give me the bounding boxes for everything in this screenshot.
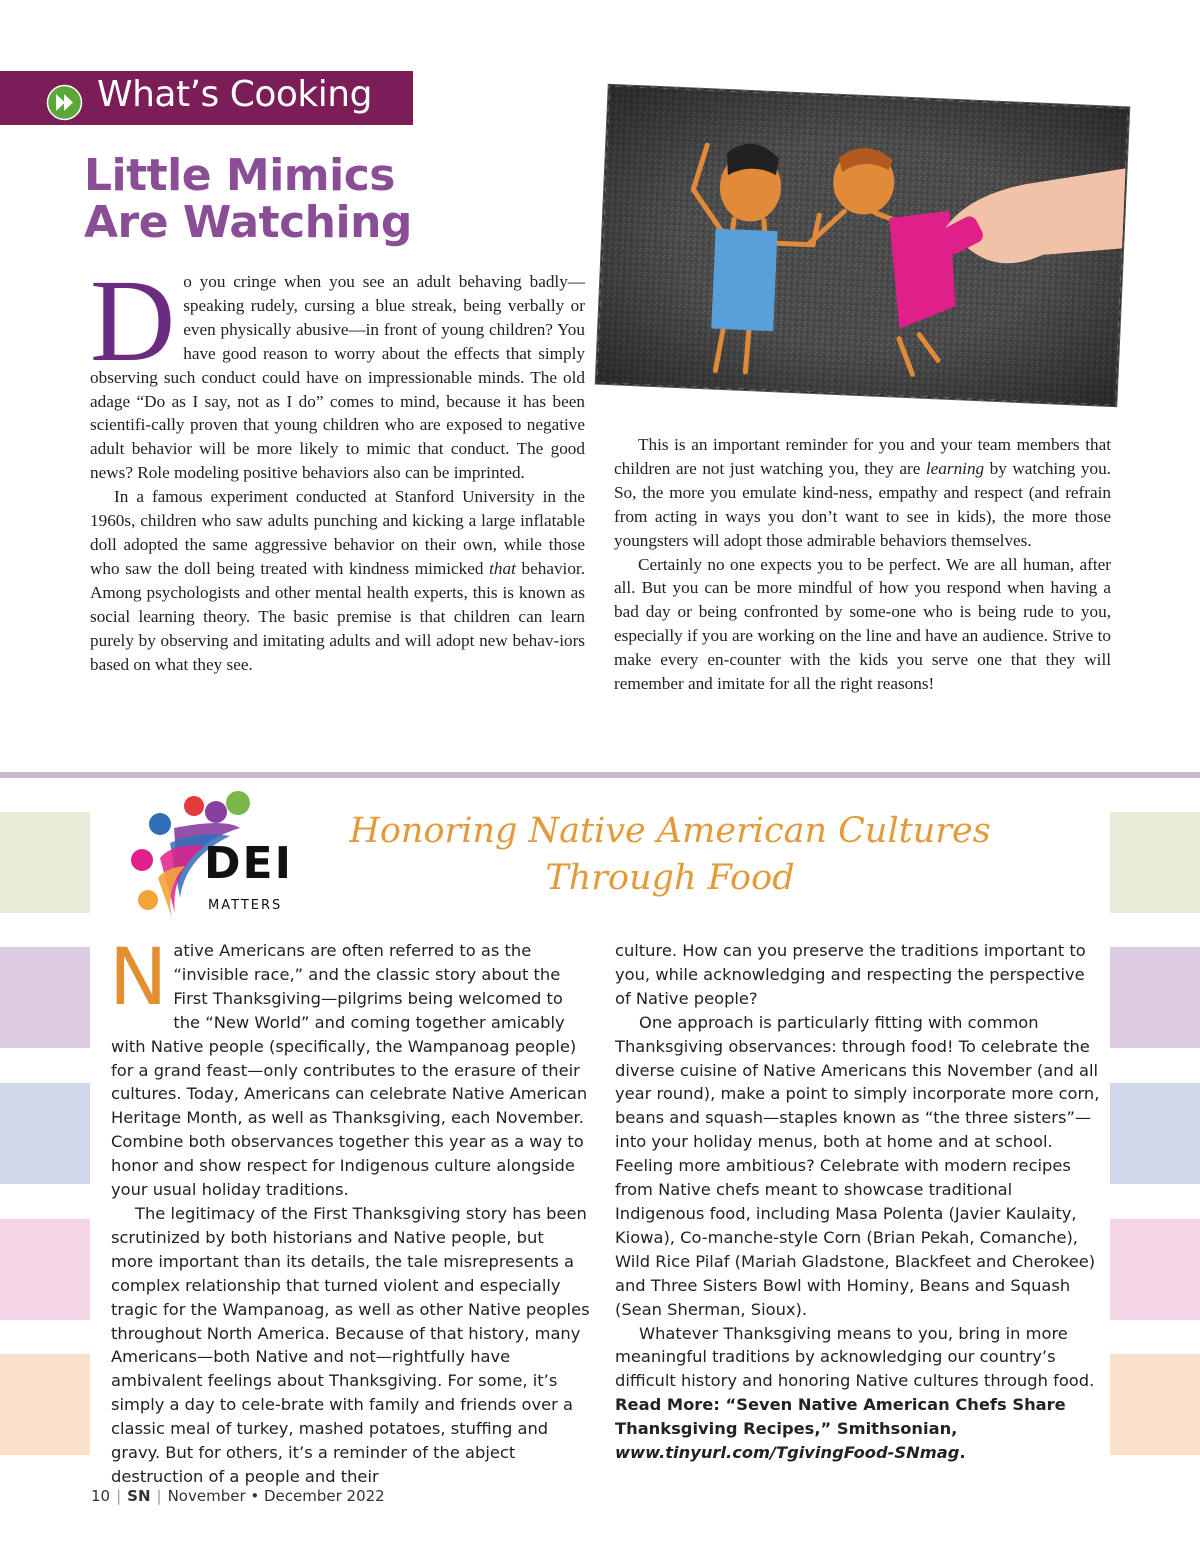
chalk-drawing-photo [596, 85, 1130, 406]
paragraph: The legitimacy of the First Thanksgiving story has been scrutinized by both historians and Native people, but more important than its details, the tale misrepresents a complex relationship that turned violent and especially tragic for the Wampanoag, as well as other Native peoples throughout North America. Because of that history, many Americans—both Native and not—rightfully have ambivalent feelings about Thanksgiving. For some, it’s simply a day to cele-brate with family and friends over a classic meal of turkey, mashed potatoes, stuffing and gravy. But for others, it’s a reminder of the abject destruction of a people and their [111, 1203, 590, 1486]
article-column-2 [614, 433, 1111, 696]
paragraph: One approach is particularly fitting with common Thanksgiving observances: through food! To celebrate the diverse cuisine of Native Americans this November (and all year round), make a point to simply incorporate more corn, beans and squash—staples known as “the three sisters”—into your holiday menus, both at home and at school. Feeling more ambitious? Celebrate with modern recipes from Native chefs meant to showcase traditional Indigenous food, including Masa Polenta (Javier Kaulaity, Kiowa), Co-manche-style Corn (Brian Pekah, Comanche), Wild Rice Pilaf (Mariah Gladstone, Blackfeet and Cherokee) and Three Sisters Bowl with Hominy, Beans and Squash (Sean Sherman, Sioux). [615, 1012, 1100, 1319]
decor-block-orange [1110, 1354, 1200, 1455]
read-more-link[interactable]: www.tinyurl.com/TgivingFood-SNmag [615, 1443, 960, 1463]
dei-article-title: Honoring Native American Cultures Through Food [349, 811, 991, 898]
paragraph: Whatever Thanksgiving means to you, bring in more meaningful traditions by acknowledging our country’s difficult history and honoring Native cultures through food. Read More: “Seven Native American Chefs Share Thanksgiving Recipes,” Smithsonian, www.tinyurl.com/TgivingFood-SNmag. [615, 1323, 1095, 1463]
magazine-name: SN [127, 1487, 151, 1505]
dei-logo-text: DEI [204, 838, 293, 889]
dei-logo-subtext: MATTERS [208, 898, 283, 913]
decor-block-orange [0, 1354, 90, 1455]
chalk-figures-illustration [597, 86, 1128, 405]
section-divider [0, 772, 1200, 778]
page-footer: 10 | SN | November • December 2022 [91, 1487, 385, 1505]
article-column-1 [90, 255, 586, 676]
read-more-text: Read More: “Seven Native American Chefs Share Thanksgiving Recipes,” Smithsonian, [615, 1395, 1066, 1439]
decor-block-green [0, 812, 90, 913]
decor-block-blue [1110, 1083, 1200, 1184]
fast-forward-icon [46, 84, 83, 121]
issue-date: November • December 2022 [167, 1487, 385, 1505]
article-title: Little Mimics Are Watching [84, 150, 412, 248]
paragraph: This is an important reminder for you and your team members that children are not just watching you, they are learning by watching you. So, the more you emulate kind-ness, empathy and respect (and refrain from acting in ways you don’t want to see in kids), the more those youngsters will adopt those admirable behaviors themselves. [614, 435, 1111, 550]
decor-block-blue [0, 1083, 90, 1184]
page-number: 10 [91, 1487, 111, 1505]
drop-cap: N [109, 933, 168, 1023]
dei-column-2 [615, 939, 1100, 1465]
paragraph: In a famous experiment conducted at Stanford University in the 1960s, children who saw adults punching and kicking a large inflatable doll adopted the same aggressive behavior on their own, while those who saw the doll being treated with kindness mimicked that behavior. Among psychologists and other mental health experts, this is known as social learning theory. The basic premise is that children can learn purely by observing and imitating adults and will adopt new behav-iors based on what they see. [90, 487, 586, 674]
decor-block-pink [0, 1219, 90, 1320]
paragraph: ative Americans are often referred to as the “invisible race,” and the classic story about the First Thanksgiving—pilgrims being welcomed to the “New World” and coming together amicably with Native people (specifically, the Wampanoag people) for a grand feast—only contributes to the erasure of their cultures. Today, Americans can celebrate Native American Heritage Month, as well as Thanksgiving, each November. Combine both observances together this year as a way to honor and show respect for Indigenous culture alongside your usual holiday traditions. [111, 941, 588, 1200]
decor-block-green [1110, 812, 1200, 913]
decor-block-pink [1110, 1219, 1200, 1320]
section-label: What’s Cooking [97, 74, 372, 115]
paragraph: o you cringe when you see an adult behaving badly—speaking rudely, cursing a blue streak, being verbally or even physically abusive—in front of young children? You have good reason to worry about the effects that simply observing such conduct could have on impressionable minds. The old adage “Do as I say, not as I do” comes to mind, because it has been scientifi-cally proven that young children who are exposed to negative adult behavior will be more likely to mimic that conduct. The good news? Role modeling positive behaviors also can be imprinted. [90, 272, 585, 483]
decor-block-purple [1110, 947, 1200, 1048]
drop-cap: D [90, 255, 176, 386]
dei-logo [130, 788, 300, 923]
paragraph-continued: culture. How can you preserve the traditions important to you, while acknowledging and respecting the perspective of Native people? [615, 941, 1086, 1008]
dei-column-1 [109, 933, 591, 1489]
decor-block-purple [0, 947, 90, 1048]
paragraph: Certainly no one expects you to be perfect. We are all human, after all. But you can be more mindful of how you respond when having a bad day or being confronted by some-one who is being rude to you, especially if you are working on the line and have an audience. Strive to make every en-counter with the kids you serve one that they will remember and imitate for all the right reasons! [614, 554, 1111, 694]
